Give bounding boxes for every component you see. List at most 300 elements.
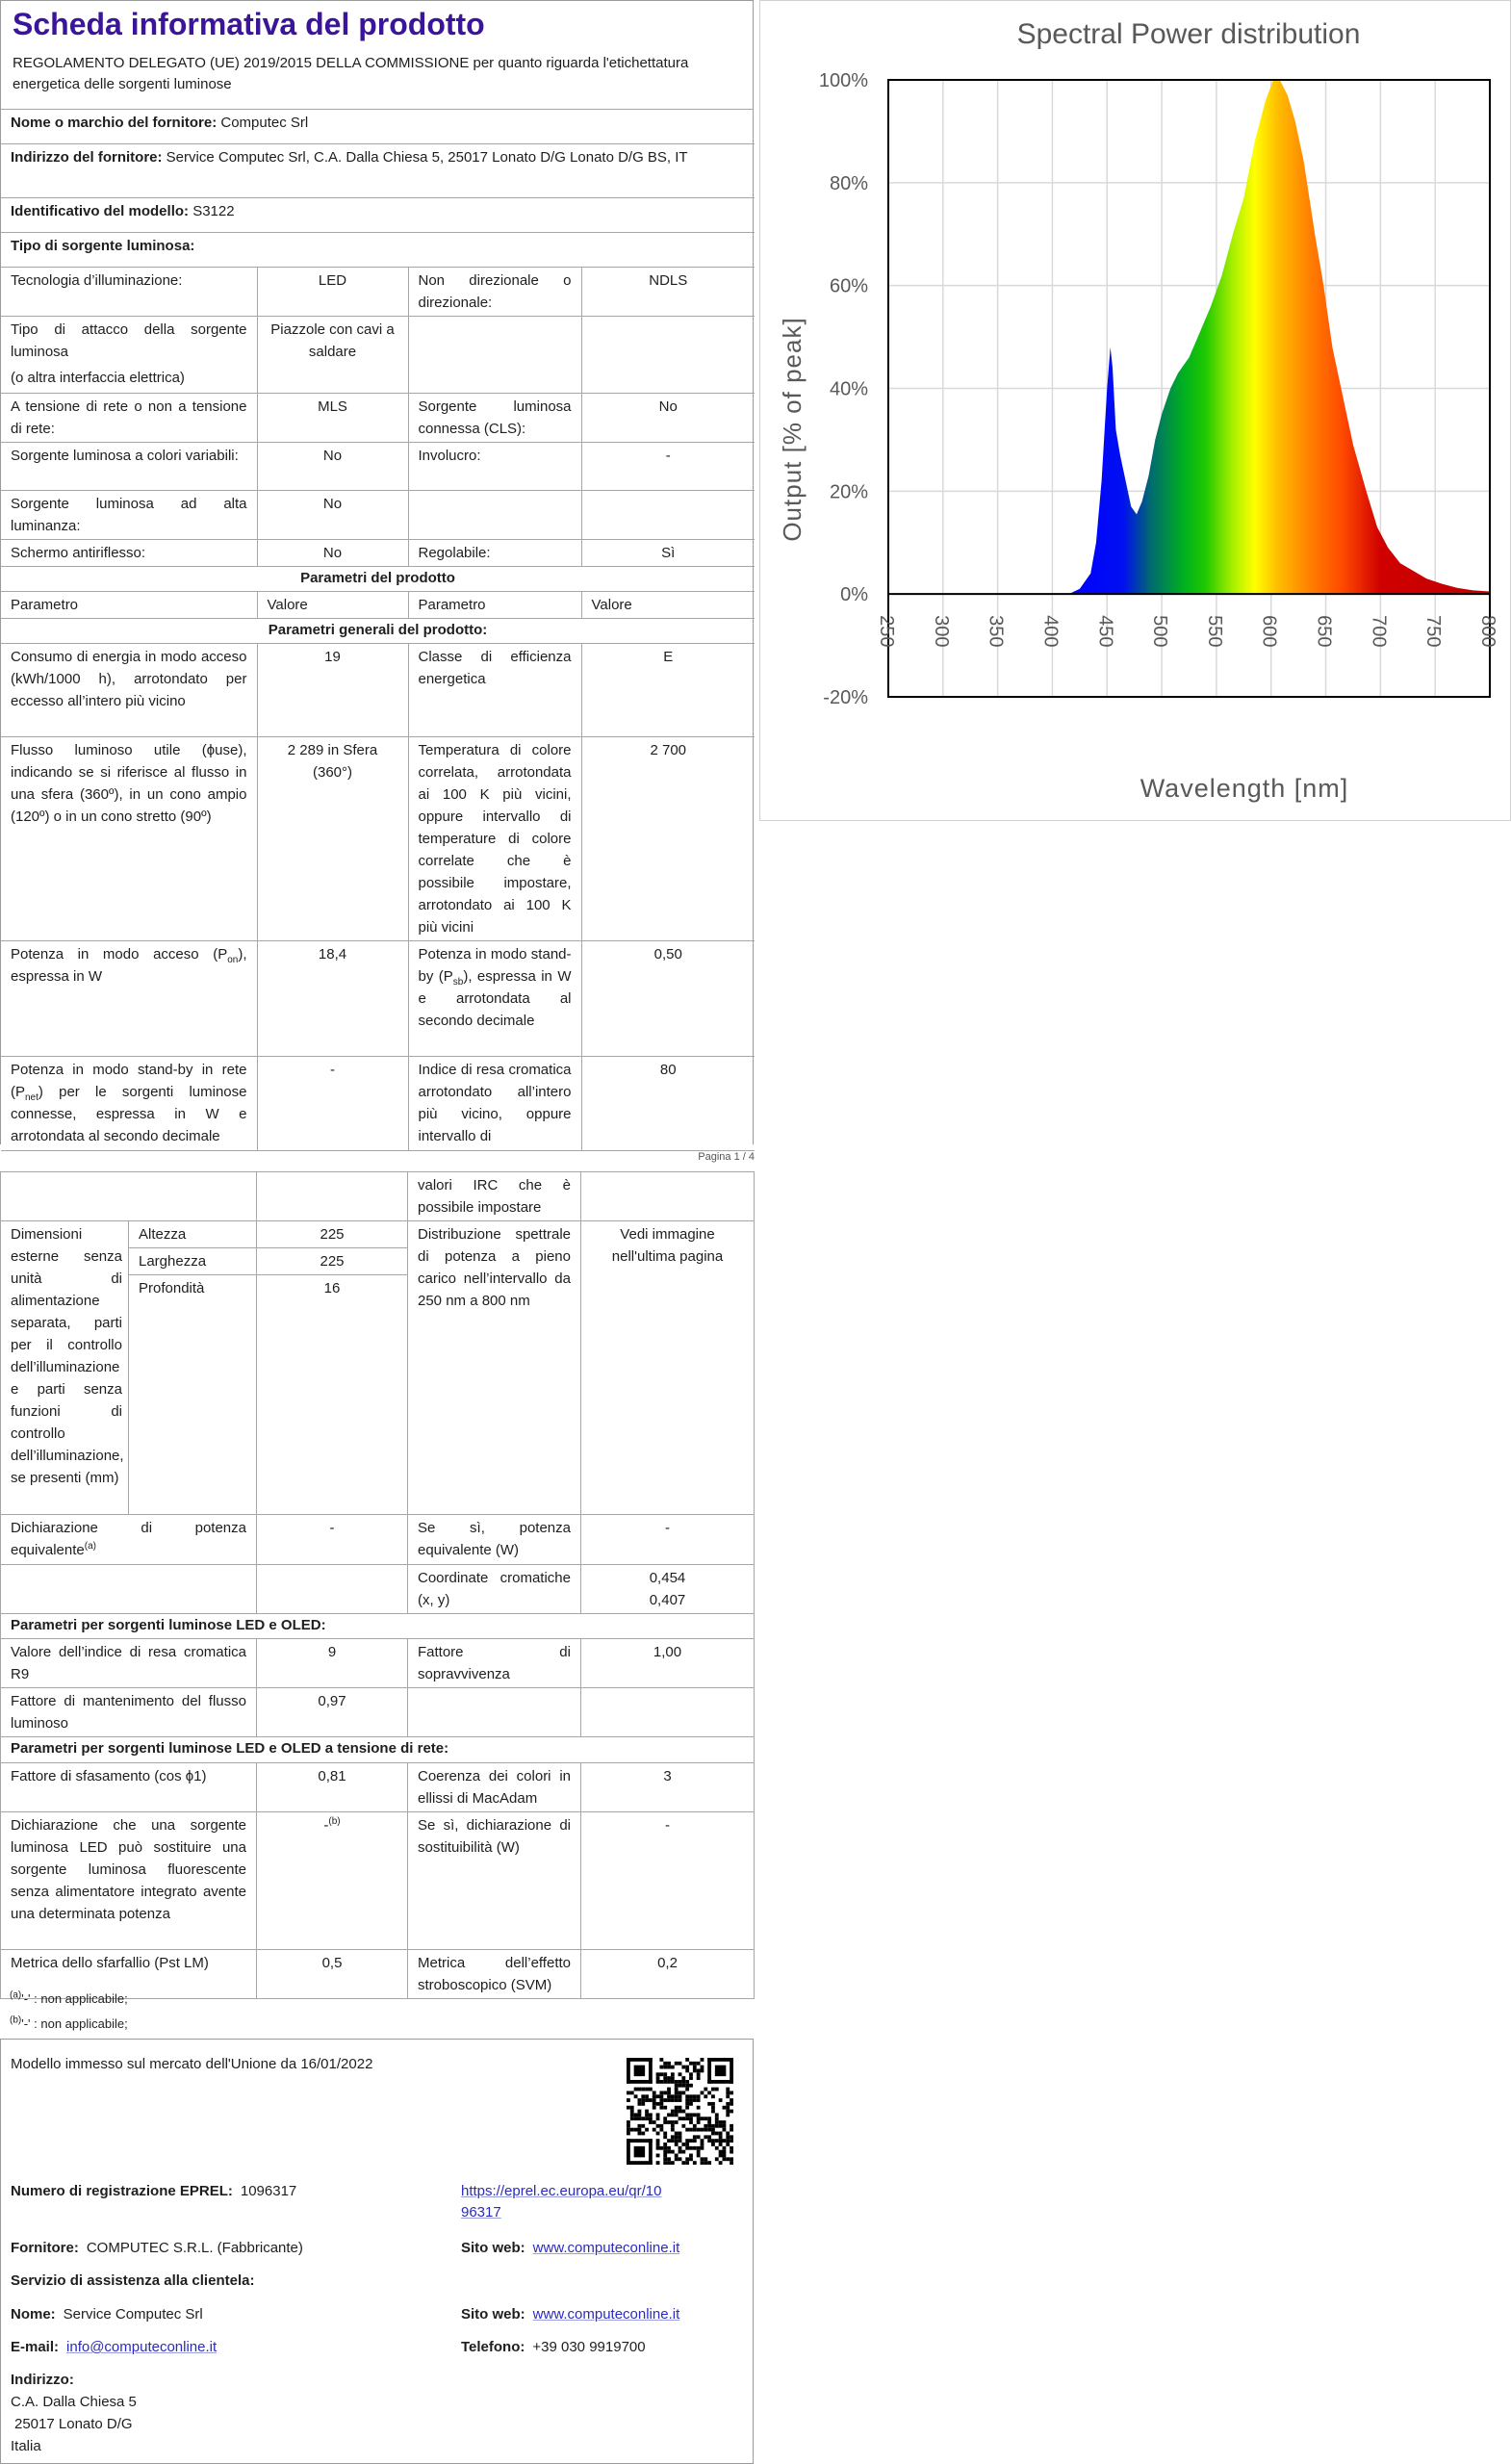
qr-module (730, 2161, 733, 2165)
qr-module (656, 2132, 660, 2136)
qr-module (679, 2106, 682, 2110)
dimmable-label: Regolabile: (408, 539, 581, 566)
qr-module (637, 2088, 641, 2092)
qr-module (645, 2110, 649, 2114)
email-link[interactable]: info@computeconline.it (66, 2339, 218, 2355)
title-block (1, 1, 753, 110)
qr-module (641, 2117, 645, 2120)
qr-module (715, 2157, 719, 2161)
survival-value: 1,00 (581, 1639, 755, 1688)
supplier-label: Fornitore: (11, 2240, 79, 2256)
qr-module (685, 2106, 689, 2110)
qr-module (659, 2058, 663, 2062)
qr-finder (649, 2058, 653, 2084)
qr-module (634, 2117, 638, 2120)
qr-module (627, 2120, 630, 2124)
qr-module (667, 2062, 671, 2066)
qr-module (675, 2110, 679, 2114)
pnet-label-text: Potenza in modo stand-by in rete (P (11, 1061, 247, 1100)
qr-module (663, 2117, 667, 2120)
qr-module (719, 2132, 723, 2136)
qr-finder (707, 2058, 711, 2084)
qr-module (730, 2139, 733, 2143)
qr-module (719, 2150, 723, 2154)
spectral-power-chart (759, 0, 1511, 821)
qr-module (656, 2154, 660, 2158)
qr-module (679, 2072, 682, 2076)
eprel-value: 1096317 (240, 2183, 297, 2199)
qr-module (671, 2124, 675, 2128)
qr-module (675, 2091, 679, 2094)
displacement-label: Fattore di sfasamento (cos ϕ1) (1, 1763, 257, 1812)
qr-module (685, 2068, 689, 2072)
qr-module (634, 2088, 638, 2092)
general-params-heading-row (1, 618, 755, 643)
qr-module (730, 2157, 733, 2161)
r9-label: Valore dell’indice di resa cromatica R9 (1, 1639, 257, 1688)
qr-module (707, 2117, 711, 2120)
qr-module (667, 2098, 671, 2102)
height-value: 225 (257, 1221, 408, 1248)
qr-module (730, 2098, 733, 2102)
qr-module (649, 2113, 653, 2117)
qr-module (679, 2098, 682, 2102)
empty-cell (581, 490, 755, 539)
cri-label: Indice di resa cromatica arrotondato all’intero più vicino, oppure intervallo di (408, 1056, 581, 1150)
qr-module (697, 2098, 701, 2102)
qr-module (715, 2088, 719, 2092)
connected-value: No (581, 393, 755, 442)
table-row (1, 736, 755, 940)
qr-module (656, 2124, 660, 2128)
qr-module (659, 2066, 663, 2069)
r9-value: 9 (257, 1639, 408, 1688)
qr-module (719, 2143, 723, 2146)
qr-module (659, 2094, 663, 2098)
qr-module (637, 2110, 641, 2114)
psb-label-text: Potenza in modo stand-by (P (418, 945, 572, 985)
qr-module (630, 2113, 634, 2117)
qr-module (701, 2161, 704, 2165)
qr-module (693, 2113, 697, 2117)
qr-finder (627, 2139, 630, 2165)
light-source-heading-row (1, 232, 755, 267)
qr-module (685, 2139, 689, 2143)
qr-module (707, 2161, 711, 2165)
spectral-power-svg (760, 1, 1511, 822)
qr-module (697, 2117, 701, 2120)
address-label: Indirizzo: (11, 2372, 74, 2388)
qr-module (675, 2106, 679, 2110)
x-tick-label: 300 (930, 615, 952, 648)
qr-module (707, 2139, 711, 2143)
contact-name-value: Service Computec Srl (63, 2306, 203, 2323)
qr-module (711, 2088, 715, 2092)
product-info-page-1 (0, 0, 754, 1144)
qr-module (679, 2091, 682, 2094)
qr-module (719, 2139, 723, 2143)
qr-module (726, 2102, 730, 2106)
footnote-mark: (a) (10, 1989, 22, 2001)
service-heading (11, 2271, 262, 2292)
energy-value: 19 (257, 643, 408, 736)
qr-module (723, 2124, 727, 2128)
qr-module (630, 2110, 634, 2114)
address-line: Italia (11, 2438, 41, 2454)
qr-module (697, 2076, 701, 2080)
qr-module (711, 2128, 715, 2132)
footnote-text: : non applicabile; (34, 2016, 128, 2031)
x-tick-label: 450 (1094, 615, 1116, 648)
footnote-ref: (b) (328, 1816, 341, 1827)
qr-module (667, 2150, 671, 2154)
supplier-value: COMPUTEC S.R.L. (Fabbricante) (86, 2240, 303, 2256)
qr-module (693, 2124, 697, 2128)
qr-module (685, 2066, 689, 2069)
qr-module (663, 2135, 667, 2139)
technology-value: LED (257, 267, 408, 316)
depth-label: Profondità (129, 1275, 257, 1515)
qr-module (697, 2094, 701, 2098)
high-luminance-label: Sorgente luminosa ad alta luminanza: (1, 490, 257, 539)
column-header: Valore (581, 591, 755, 618)
qr-module (675, 2094, 679, 2098)
x-tick-label: 550 (1203, 615, 1225, 648)
qr-module (726, 2110, 730, 2114)
qr-module (641, 2102, 645, 2106)
replace-value (257, 1812, 408, 1950)
qr-module (726, 2132, 730, 2136)
antiglare-label: Schermo antiriflesso: (1, 539, 257, 566)
y-tick-label: 100% (818, 70, 868, 91)
model-value: S3122 (192, 202, 235, 219)
service-heading-text: Servizio di assistenza alla clientela: (11, 2272, 255, 2289)
eq-power-w-value: - (581, 1515, 755, 1565)
qr-module (679, 2157, 682, 2161)
class-value: E (581, 643, 755, 736)
qr-module (730, 2146, 733, 2150)
qr-module (667, 2146, 671, 2150)
mains-label: A tensione di rete o non a tensione di rete: (1, 393, 257, 442)
qr-module (645, 2128, 649, 2132)
empty-cell (1, 1565, 257, 1614)
qr-module (685, 2143, 689, 2146)
qr-module (675, 2098, 679, 2102)
qr-module (730, 2150, 733, 2154)
pnet-label (1, 1056, 257, 1150)
qr-module (697, 2106, 701, 2110)
class-label: Classe di efficienza energetica (408, 643, 581, 736)
table-row (1, 1515, 755, 1565)
qr-module (663, 2157, 667, 2161)
qr-module (671, 2120, 675, 2124)
empty-cell (1, 1172, 257, 1221)
qr-module (659, 2102, 663, 2106)
antiglare-value: No (257, 539, 408, 566)
qr-module (701, 2066, 704, 2069)
qr-module (659, 2098, 663, 2102)
eq-power-label (1, 1515, 257, 1565)
qr-module (645, 2098, 649, 2102)
flicker-label: Metrica dello sfarfallio (Pst LM) (1, 1950, 257, 1999)
qr-module (675, 2088, 679, 2092)
high-luminance-value: No (257, 490, 408, 539)
qr-module (681, 2150, 685, 2154)
qr-module (675, 2113, 679, 2117)
spd-label: Distribuzione spettrale di potenza a pieno carico nell’intervallo da 250 nm a 800 nm (408, 1221, 581, 1515)
qr-finder (715, 2066, 726, 2076)
qr-module (681, 2076, 685, 2080)
qr-module (667, 2088, 671, 2092)
directional-label: Non direzionale o direzionale: (408, 267, 581, 316)
qr-finder (649, 2139, 653, 2165)
qr-module (679, 2150, 682, 2154)
qr-module (667, 2113, 671, 2117)
qr-module (667, 2120, 671, 2124)
pnet-label-text: ) per le sorgenti luminose connesse, espressa in W e arrotondata al secondo decimale (11, 1083, 247, 1144)
qr-module (675, 2135, 679, 2139)
qr-module (711, 2110, 715, 2114)
qr-module (663, 2066, 667, 2069)
qr-module (707, 2091, 711, 2094)
qr-finder (634, 2066, 645, 2076)
qr-module (649, 2117, 653, 2120)
colour-tunable-label: Sorgente luminosa a colori variabili: (1, 442, 257, 490)
qr-finder (627, 2161, 653, 2165)
qr-module (697, 2135, 701, 2139)
qr-module (656, 2139, 660, 2143)
qr-module (726, 2091, 730, 2094)
flux-label: Flusso luminoso utile (ϕuse), indicando se si riferisce al flusso in una sfera (360º), in un cono ampio (120º) o in un cono stretto (90º) (1, 736, 257, 940)
qr-module (627, 2106, 630, 2110)
market-date-text: Modello immesso sul mercato dell'Unione da 16/01/2022 (11, 2056, 373, 2072)
qr-module (653, 2094, 656, 2098)
qr-module (679, 2146, 682, 2150)
qr-module (685, 2094, 689, 2098)
qr-module (667, 2161, 671, 2165)
pon-subscript: on (227, 954, 239, 965)
qr-module (685, 2084, 689, 2088)
qr-module (711, 2106, 715, 2110)
empty-cell (581, 316, 755, 393)
qr-module (707, 2128, 711, 2132)
qr-module (637, 2124, 641, 2128)
qr-module (689, 2102, 693, 2106)
qr-finder (707, 2058, 733, 2062)
x-tick-label: 400 (1039, 615, 1062, 648)
qr-module (663, 2106, 667, 2110)
qr-module (653, 2098, 656, 2102)
y-tick-label: 60% (829, 275, 868, 297)
qr-module (671, 2110, 675, 2114)
empty-cell (581, 1172, 755, 1221)
qr-module (704, 2117, 707, 2120)
qr-module (685, 2058, 689, 2062)
width-label: Larghezza (129, 1248, 257, 1275)
qr-module (723, 2157, 727, 2161)
qr-module (653, 2120, 656, 2124)
qr-module (689, 2154, 693, 2158)
pon-label (1, 940, 257, 1056)
phone-line (461, 2337, 646, 2358)
qr-module (707, 2135, 711, 2139)
qr-module (630, 2117, 634, 2120)
website-link[interactable]: www.computeconline.it (532, 2240, 680, 2256)
cap-label-note: (o altra interfaccia elettrica) (11, 369, 185, 386)
qr-module (689, 2117, 693, 2120)
qr-module (707, 2102, 711, 2106)
height-label: Altezza (129, 1221, 257, 1248)
model-row (1, 197, 755, 232)
table-row (1, 267, 755, 316)
qr-module (667, 2094, 671, 2098)
qr-module (715, 2139, 719, 2143)
psb-label-text: ), espressa in W e arrotondata al secondo decimale (418, 967, 572, 1029)
qr-module (671, 2128, 675, 2132)
qr-module (667, 2091, 671, 2094)
replace-w-label: Se sì, dichiarazione di sostituibilità (W) (408, 1812, 581, 1950)
cct-label: Temperatura di colore correlata, arrotondata ai 100 K più vicini, oppure intervallo di temperature di colore correlate che è possibile impostare, arrotondato ai 100 K più vicini (408, 736, 581, 940)
eprel-link[interactable] (461, 2181, 661, 2223)
qr-module (627, 2128, 630, 2132)
qr-module (689, 2076, 693, 2080)
qr-module (719, 2098, 723, 2102)
connected-label: Sorgente luminosa connessa (CLS): (408, 393, 581, 442)
qr-module (701, 2146, 704, 2150)
supplier-name-row (1, 110, 755, 143)
qr-module (653, 2091, 656, 2094)
contact-name-label: Nome: (11, 2306, 56, 2323)
qr-module (719, 2124, 723, 2128)
qr-module (715, 2132, 719, 2136)
qr-module (693, 2146, 697, 2150)
qr-module (663, 2132, 667, 2136)
qr-module (701, 2068, 704, 2072)
qr-module (730, 2135, 733, 2139)
qr-module (715, 2124, 719, 2128)
table-row (1, 1172, 755, 1221)
table-row (1, 940, 755, 1056)
colour-tunable-value: No (257, 442, 408, 490)
psb-value: 0,50 (581, 940, 755, 1056)
qr-module (637, 2098, 641, 2102)
qr-code[interactable] (627, 2058, 733, 2165)
qr-module (637, 2102, 641, 2106)
qr-module (701, 2117, 704, 2120)
eprel-link-line-2[interactable]: 96317 (461, 2204, 501, 2220)
qr-module (697, 2120, 701, 2124)
contact-website-link[interactable]: www.computeconline.it (532, 2306, 680, 2323)
qr-module (671, 2161, 675, 2165)
directional-value: NDLS (581, 267, 755, 316)
qr-module (693, 2098, 697, 2102)
qr-module (641, 2094, 645, 2098)
table-row (1, 1688, 755, 1737)
qr-module (685, 2161, 689, 2165)
qr-finder (627, 2139, 653, 2143)
qr-module (679, 2084, 682, 2088)
envelope-value: - (581, 442, 755, 490)
qr-module (671, 2135, 675, 2139)
qr-module (667, 2139, 671, 2143)
qr-module (730, 2091, 733, 2094)
y-tick-label: 0% (840, 584, 868, 606)
qr-module (697, 2072, 701, 2076)
qr-module (679, 2094, 682, 2098)
qr-module (697, 2113, 701, 2117)
qr-module (667, 2076, 671, 2080)
qr-module (689, 2120, 693, 2124)
footnote-text: : non applicabile; (34, 1991, 128, 2006)
qr-module (701, 2128, 704, 2132)
chroma-x: 0,454 (649, 1570, 686, 1586)
qr-module (697, 2154, 701, 2158)
qr-module (693, 2062, 697, 2066)
qr-module (704, 2128, 707, 2132)
qr-module (663, 2150, 667, 2154)
qr-module (667, 2066, 671, 2069)
qr-module (693, 2139, 697, 2143)
qr-module (663, 2143, 667, 2146)
cri-value: 80 (581, 1056, 755, 1150)
chroma-label: Coordinate cromatiche (x, y) (408, 1565, 581, 1614)
qr-module (689, 2094, 693, 2098)
qr-module (726, 2135, 730, 2139)
table-row (1, 1639, 755, 1688)
footnote-symbol: '-' (21, 1991, 31, 2006)
pnet-value: - (257, 1056, 408, 1150)
qr-finder (627, 2058, 653, 2062)
qr-module (659, 2128, 663, 2132)
qr-module (689, 2146, 693, 2150)
supplier-name-label: Nome o marchio del fornitore: (11, 115, 218, 131)
flicker-value: 0,5 (257, 1950, 408, 1999)
qr-module (630, 2091, 634, 2094)
footnote-mark: (b) (10, 2015, 22, 2026)
qr-module (701, 2157, 704, 2161)
qr-module (659, 2091, 663, 2094)
qr-module (656, 2076, 660, 2080)
eprel-link-line-1[interactable]: https://eprel.ec.europa.eu/qr/10 (461, 2183, 662, 2199)
qr-module (645, 2094, 649, 2098)
qr-module (675, 2139, 679, 2143)
qr-module (723, 2146, 727, 2150)
svm-value: 0,2 (581, 1950, 755, 1999)
qr-module (627, 2124, 630, 2128)
qr-module (675, 2132, 679, 2136)
eq-power-value: - (257, 1515, 408, 1565)
qr-module (634, 2128, 638, 2132)
website-label: Sito web: (461, 2240, 525, 2256)
x-tick-label: 350 (985, 615, 1007, 648)
qr-module (645, 2117, 649, 2120)
displacement-value: 0,81 (257, 1763, 408, 1812)
qr-module (656, 2072, 660, 2076)
qr-module (630, 2128, 634, 2132)
qr-module (656, 2113, 660, 2117)
eprel-label: Numero di registrazione EPREL: (11, 2183, 233, 2199)
led-params-heading: Parametri per sorgenti luminose LED e OLED: (1, 1614, 755, 1639)
qr-module (704, 2094, 707, 2098)
x-tick-label: 500 (1149, 615, 1171, 648)
contact-website-line (461, 2304, 679, 2325)
svm-label: Metrica dell’effetto stroboscopico (SVM) (408, 1950, 581, 1999)
y-tick-label: 80% (829, 172, 868, 194)
qr-module (685, 2157, 689, 2161)
table-row (1, 490, 755, 539)
qr-module (641, 2098, 645, 2102)
footnote-b (10, 2016, 128, 2031)
